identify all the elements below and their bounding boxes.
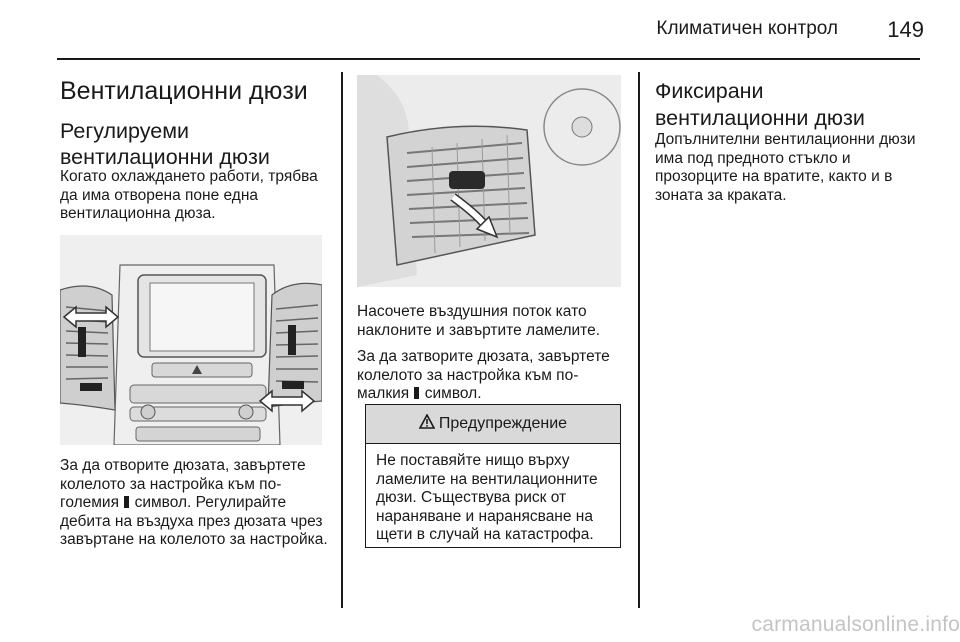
open-vent-instructions	[60, 457, 330, 550]
intro-paragraph: Когато охлаждането работи, трябва да има отворена поне една вентилационна дюза.	[60, 168, 318, 223]
direct-airflow-paragraph: Насочете въздушния поток като наклоните и завъртите ламелите.	[357, 303, 601, 339]
warning-header	[366, 405, 620, 444]
open-vent-text-2: символ. Регулирайте дебита на въздуха през дюзата чрез завъртане на колелото за настройка.	[60, 494, 328, 549]
vent-closeup-drawing	[357, 75, 621, 287]
close-vent-text-2: символ.	[420, 385, 482, 403]
vent-adjustment-illustration	[357, 75, 621, 287]
warning-triangle-icon	[419, 414, 435, 434]
dashboard-vents-illustration	[60, 235, 322, 445]
open-vent-text-1: За да отворите дюзата, завъртете колелото за настройка към по-големия	[60, 457, 306, 512]
close-vent-instructions	[357, 348, 627, 404]
column-divider-2	[638, 72, 640, 608]
running-header-title: Климатичен контрол	[656, 18, 838, 39]
large-symbol-icon	[124, 496, 129, 508]
section-heading: Вентилационни дюзи	[60, 77, 308, 105]
header-rule	[57, 58, 920, 60]
warning-box	[365, 404, 621, 548]
warning-text: Не поставяйте нищо върху ламелите на вентилационните дюзи. Съществува риск от нараняване и наранясване на щети в случай на катастрофа.	[376, 452, 598, 544]
warning-title: Предупреждение	[438, 415, 568, 432]
fixed-vents-paragraph: Допълнителни вентилационни дюзи има под предното стъкло и прозорците на вратите, както и в зоната за краката.	[655, 131, 916, 204]
watermark: carmanualsonline.info	[751, 613, 960, 636]
subsection-heading: Регулируеми вентилационни дюзи	[60, 119, 270, 169]
column-divider-1	[341, 72, 343, 608]
page-number: 149	[887, 17, 924, 42]
small-symbol-icon	[414, 387, 419, 399]
fixed-vents-heading: Фиксирани вентилационни дюзи	[655, 79, 865, 130]
close-vent-text-1: За да затворите дюзата, завъртете колелото за настройка към по-малкия	[357, 348, 610, 403]
dashboard-vents-drawing	[60, 235, 322, 445]
